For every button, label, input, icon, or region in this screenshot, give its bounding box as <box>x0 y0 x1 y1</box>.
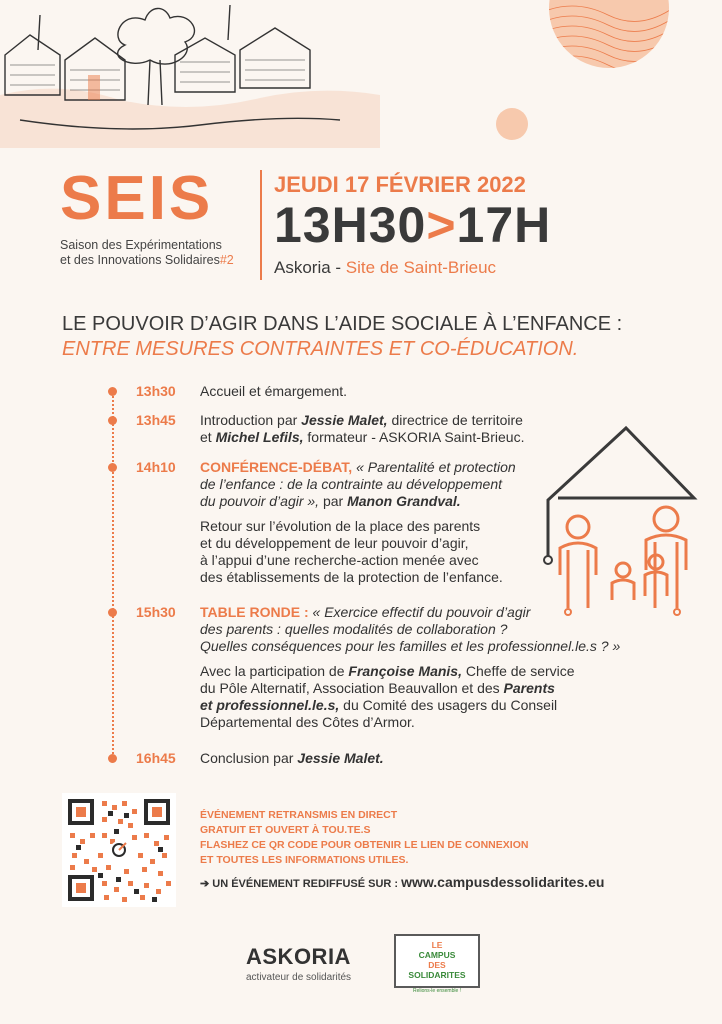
event-info: ÉVÉNEMENT RETRANSMIS EN DIRECT GRATUIT ET OUVERT À TOU.TE.S FLASHEZ CE QR CODE POUR OBTENIR LE LIEN DE CONNEXION ET TOUTES LES INFORMATIONS UTILES. <box>200 809 529 866</box>
campus-tagline: Relions-le ensemble ! <box>412 988 462 994</box>
program-text: Introduction par Jessie Malet, directrice de territoire et Michel Lefils, formateur - ASKORIA Saint-Brieuc. <box>200 412 525 445</box>
event-place: Askoria - Site de Saint-Brieuc <box>274 258 497 277</box>
village-illustration <box>0 0 380 148</box>
timeline-line <box>112 388 116 758</box>
decorative-dot <box>496 108 528 140</box>
askoria-tagline: activateur de solidarités <box>246 972 352 983</box>
campus-line: SOLIDARITES <box>408 970 466 980</box>
event-date: JEUDI 17 FÉVRIER 2022 <box>274 172 526 197</box>
campus-logo[interactable] <box>394 934 480 994</box>
header-divider <box>260 170 262 280</box>
timeline-bullet <box>108 608 117 617</box>
campus-line: LE <box>431 940 443 950</box>
program-time: 13h45 <box>136 412 176 428</box>
program-text: CONFÉRENCE-DÉBAT, « Parentalité et protection de l’enfance : de la contrainte au développement du pouvoir d’agir », par Manon Grandval. Retour sur l’évolution de la place des parents et du développement de leur pouvoir d’agir, à l’appui d’une recherche-action menée avec des établissements de la protection de l’enfance. <box>200 459 516 585</box>
main-title: LE POUVOIR D’AGIR DANS L’AIDE SOCIALE À L’ENFANCE : <box>62 313 623 335</box>
campus-line: CAMPUS <box>418 950 456 960</box>
timeline-bullet <box>108 416 117 425</box>
seis-logo: SEIS <box>60 164 214 233</box>
askoria-logo[interactable] <box>246 944 351 983</box>
sun-graphic <box>548 0 670 70</box>
rediffusion-line: ➔ UN ÉVÉNEMENT REDIFFUSÉ SUR : www.campusdessolidarites.eu <box>200 874 605 890</box>
qr-code[interactable] <box>62 793 176 907</box>
house-family-icon <box>540 420 700 620</box>
program-text: Accueil et émargement. <box>200 383 348 399</box>
qr-code-graphic <box>62 793 176 907</box>
main-subtitle: ENTRE MESURES CONTRAINTES ET CO-ÉDUCATION. <box>62 338 579 360</box>
timeline-bullet <box>108 754 117 763</box>
askoria-name: ASKORIA <box>246 944 351 969</box>
program-time: 13h30 <box>136 383 176 399</box>
timeline-bullet <box>108 387 117 396</box>
program-time: 15h30 <box>136 604 176 620</box>
campus-line: DES <box>428 960 446 970</box>
seis-subtitle: Saison des Expérimentations et des Innovations Solidaires#2 <box>60 238 234 267</box>
event-time: 13H30>17H <box>274 197 552 253</box>
program-text: Conclusion par Jessie Malet. <box>200 750 384 766</box>
timeline-bullet <box>108 463 117 472</box>
program-time: 14h10 <box>136 459 176 475</box>
program-time: 16h45 <box>136 750 176 766</box>
campus-url-link[interactable]: www.campusdessolidarites.eu <box>401 874 605 890</box>
program-text: TABLE RONDE : « Exercice effectif du pouvoir d’agir des parents : quelles modalités de collaboration ? Quelles conséquences pour les familles et les professionnel.le.s ? » Avec la participation de Françoise Manis, Cheffe de service du Pôle Alternatif, Association Beauvallon et des Parents et professionnel.le.s, du Comité des usagers du Conseil Départemental des Côtes d’Armor. <box>200 604 621 730</box>
